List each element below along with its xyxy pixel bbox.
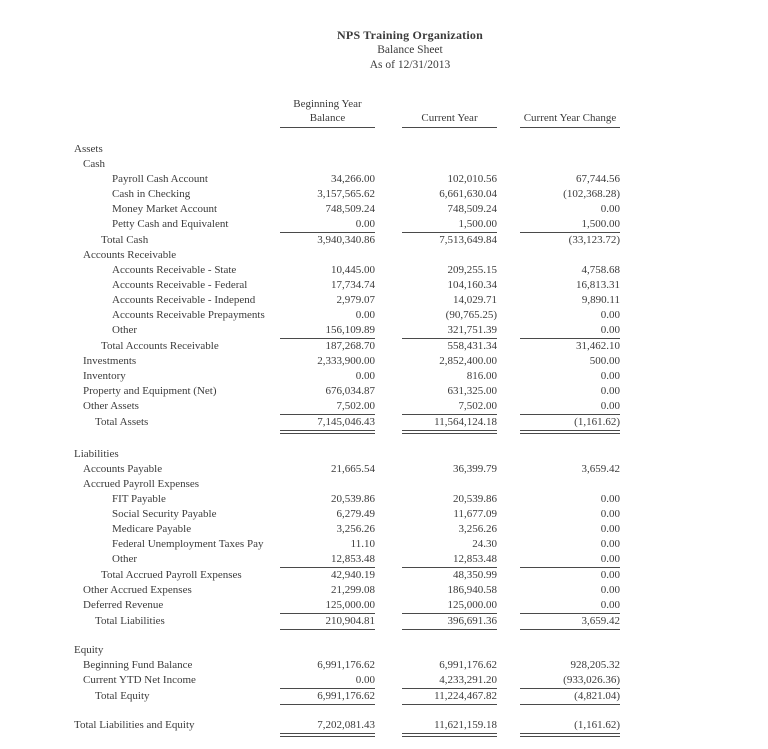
amount-cell: 396,691.36: [402, 614, 497, 630]
amount-cell: 0.00: [600, 523, 620, 535]
amount-cell: 631,325.00: [447, 385, 497, 397]
row-label: Money Market Account: [112, 203, 218, 215]
table-row: [70, 507, 630, 522]
row-label: Other Assets: [83, 400, 139, 412]
table-row: [70, 323, 630, 339]
table-row: [70, 718, 630, 737]
amount-cell: 21,665.54: [331, 463, 375, 475]
amount-cell: 500.00: [589, 355, 620, 367]
amount-cell: 0.00: [355, 309, 375, 321]
amount-cell: (1,161.62): [520, 415, 620, 434]
row-label: Inventory: [83, 370, 126, 382]
amount-cell: 7,502.00: [280, 399, 375, 415]
amount-cell: 104,160.34: [447, 279, 497, 291]
amount-cell: 928,205.32: [570, 659, 620, 671]
amount-cell: 48,350.99: [453, 569, 497, 581]
row-label: Accounts Receivable Prepayments: [112, 309, 265, 321]
amount-cell: 102,010.56: [447, 173, 497, 185]
row-label: Deferred Revenue: [83, 599, 164, 611]
table-row: [70, 187, 630, 202]
amount-cell: 42,940.19: [331, 569, 375, 581]
row-label: Equity: [74, 644, 104, 656]
amount-cell: 0.00: [280, 217, 375, 233]
table-row: [70, 643, 630, 658]
amount-cell: 34,266.00: [331, 173, 375, 185]
table-row: [70, 293, 630, 308]
amount-cell: (102,368.28): [563, 188, 620, 200]
table-row: [70, 354, 630, 369]
row-label: Other: [112, 324, 138, 336]
amount-cell: 186,940.58: [447, 584, 497, 596]
amount-cell: 748,509.24: [325, 203, 375, 215]
amount-cell: 2,333,900.00: [317, 355, 375, 367]
amount-cell: 187,268.70: [325, 340, 375, 352]
row-label: Total Accrued Payroll Expenses: [101, 569, 242, 581]
amount-cell: 6,991,176.62: [439, 659, 497, 671]
table-row: [70, 202, 630, 217]
amount-cell: 2,979.07: [336, 294, 375, 306]
amount-cell: 12,853.48: [402, 552, 497, 568]
row-label: Cash in Checking: [112, 188, 191, 200]
amount-cell: 11,224,467.82: [402, 689, 497, 705]
amount-cell: 3,659.42: [520, 614, 620, 630]
table-row: [70, 308, 630, 323]
amount-cell: 748,509.24: [447, 203, 497, 215]
table-row: [70, 477, 630, 492]
table-row: [70, 598, 630, 614]
amount-cell: 0.00: [520, 552, 620, 568]
table-row: [70, 142, 630, 157]
amount-cell: 816.00: [466, 370, 497, 382]
table-row: [70, 172, 630, 187]
amount-cell: 0.00: [600, 584, 620, 596]
amount-cell: (33,123.72): [568, 234, 620, 246]
row-label: Total Equity: [95, 690, 150, 702]
amount-cell: 210,904.81: [280, 614, 375, 630]
column-header-label: Beginning Year: [293, 98, 362, 110]
report-table: [70, 95, 630, 737]
row-label: Total Accounts Receivable: [101, 340, 219, 352]
row-label: Total Cash: [101, 234, 149, 246]
column-header-row: [70, 95, 630, 128]
section-spacer: [70, 705, 630, 718]
amount-cell: 7,145,046.43: [280, 415, 375, 434]
row-label: Medicare Payable: [112, 523, 192, 535]
column-header-label: Current Year: [421, 112, 478, 124]
amount-cell: 6,991,176.62: [317, 659, 375, 671]
table-row: [70, 339, 630, 354]
row-label: Accounts Payable: [83, 463, 163, 475]
amount-cell: 11,677.09: [453, 508, 497, 520]
report-rows: [70, 142, 630, 737]
amount-cell: 156,109.89: [280, 323, 375, 339]
amount-cell: 0.00: [600, 203, 620, 215]
amount-cell: (1,161.62): [520, 718, 620, 737]
column-header-beginning-year-balance: [280, 95, 375, 128]
amount-cell: 4,233,291.20: [402, 673, 497, 689]
amount-cell: 11,621,159.18: [402, 718, 497, 737]
report-subtitle: Balance Sheet: [377, 44, 443, 56]
row-label: Current YTD Net Income: [83, 674, 196, 686]
table-row: [70, 278, 630, 293]
table-row: [70, 462, 630, 477]
row-label: Other: [112, 553, 138, 565]
table-row: [70, 447, 630, 462]
row-label: Cash: [83, 158, 105, 170]
row-label: Accounts Receivable: [83, 249, 177, 261]
table-row: [70, 263, 630, 278]
row-label: Payroll Cash Account: [112, 173, 208, 185]
amount-cell: 7,202,081.43: [280, 718, 375, 737]
row-label: Social Security Payable: [112, 508, 217, 520]
section-spacer: [70, 630, 630, 643]
amount-cell: 7,502.00: [402, 399, 497, 415]
amount-cell: 21,299.08: [331, 584, 375, 596]
amount-cell: 0.00: [520, 323, 620, 339]
row-label: Beginning Fund Balance: [83, 659, 193, 671]
amount-cell: (933,026.36): [520, 673, 620, 689]
amount-cell: 0.00: [355, 370, 375, 382]
row-label: Total Assets: [95, 416, 149, 428]
row-label: Other Accrued Expenses: [83, 584, 192, 596]
amount-cell: 0.00: [600, 309, 620, 321]
amount-cell: 3,659.42: [581, 463, 620, 475]
table-row: [70, 384, 630, 399]
row-label: Liabilities: [74, 448, 119, 460]
amount-cell: 20,539.86: [331, 493, 375, 505]
amount-cell: 125,000.00: [280, 598, 375, 614]
row-label: Assets: [74, 143, 103, 155]
table-row: [70, 614, 630, 630]
row-label: Accounts Receivable - Independ: [112, 294, 256, 306]
amount-cell: 321,751.39: [402, 323, 497, 339]
row-label: Accrued Payroll Expenses: [83, 478, 200, 490]
table-row: [70, 369, 630, 384]
column-header-label: Current Year Change: [523, 112, 617, 124]
table-row: [70, 689, 630, 705]
table-row: [70, 537, 630, 552]
amount-cell: 0.00: [280, 673, 375, 689]
amount-cell: 11.10: [350, 538, 375, 550]
section-spacer: [70, 434, 630, 447]
amount-cell: 558,431.34: [447, 340, 497, 352]
table-row: [70, 233, 630, 248]
amount-cell: 14,029.71: [453, 294, 497, 306]
row-label: Total Liabilities and Equity: [74, 719, 195, 731]
amount-cell: 3,256.26: [458, 523, 497, 535]
amount-cell: 0.00: [600, 569, 620, 581]
row-label: Total Liabilities: [95, 615, 165, 627]
amount-cell: (4,821.04): [520, 689, 620, 705]
amount-cell: (90,765.25): [445, 309, 497, 321]
report-title: NPS Training Organization: [337, 28, 483, 42]
report-header: [70, 28, 750, 73]
amount-cell: 7,513,649.84: [439, 234, 497, 246]
amount-cell: 12,853.48: [280, 552, 375, 568]
amount-cell: 16,813.31: [576, 279, 620, 291]
column-header-current-year: [402, 95, 497, 128]
amount-cell: 1,500.00: [520, 217, 620, 233]
amount-cell: 0.00: [600, 508, 620, 520]
table-row: [70, 583, 630, 598]
row-label: Property and Equipment (Net): [83, 385, 217, 397]
amount-cell: 24.30: [472, 538, 497, 550]
row-label: Investments: [83, 355, 137, 367]
amount-cell: 0.00: [600, 538, 620, 550]
amount-cell: 6,991,176.62: [280, 689, 375, 705]
amount-cell: 67,744.56: [576, 173, 620, 185]
amount-cell: 0.00: [600, 385, 620, 397]
amount-cell: 125,000.00: [402, 598, 497, 614]
table-row: [70, 552, 630, 568]
column-header-label: Balance: [309, 112, 346, 124]
table-row: [70, 217, 630, 233]
amount-cell: 31,462.10: [576, 340, 620, 352]
amount-cell: 209,255.15: [447, 264, 497, 276]
amount-cell: 10,445.00: [331, 264, 375, 276]
table-row: [70, 568, 630, 583]
amount-cell: 0.00: [520, 399, 620, 415]
table-row: [70, 248, 630, 263]
table-row: [70, 157, 630, 172]
amount-cell: 3,940,340.86: [317, 234, 375, 246]
amount-cell: 6,661,630.04: [439, 188, 497, 200]
row-label: FIT Payable: [112, 493, 166, 505]
amount-cell: 0.00: [600, 370, 620, 382]
amount-cell: 4,758.68: [581, 264, 620, 276]
amount-cell: 0.00: [600, 493, 620, 505]
row-label: Federal Unemployment Taxes Pay: [112, 538, 264, 550]
table-row: [70, 415, 630, 434]
table-row: [70, 522, 630, 537]
report-date: As of 12/31/2013: [369, 59, 451, 71]
amount-cell: 3,256.26: [336, 523, 375, 535]
column-header-current-year-change: [520, 95, 620, 128]
amount-cell: 36,399.79: [453, 463, 497, 475]
amount-cell: 20,539.86: [453, 493, 497, 505]
row-label: Petty Cash and Equivalent: [112, 218, 229, 230]
amount-cell: 2,852,400.00: [439, 355, 497, 367]
amount-cell: 11,564,124.18: [402, 415, 497, 434]
table-row: [70, 492, 630, 507]
table-row: [70, 658, 630, 673]
amount-cell: 676,034.87: [325, 385, 375, 397]
table-row: [70, 399, 630, 415]
amount-cell: 9,890.11: [581, 294, 620, 306]
amount-cell: 0.00: [520, 598, 620, 614]
amount-cell: 1,500.00: [402, 217, 497, 233]
amount-cell: 6,279.49: [336, 508, 375, 520]
row-label: Accounts Receivable - State: [112, 264, 237, 276]
amount-cell: 17,734.74: [331, 279, 375, 291]
amount-cell: 3,157,565.62: [317, 188, 375, 200]
table-row: [70, 673, 630, 689]
row-label: Accounts Receivable - Federal: [112, 279, 248, 291]
